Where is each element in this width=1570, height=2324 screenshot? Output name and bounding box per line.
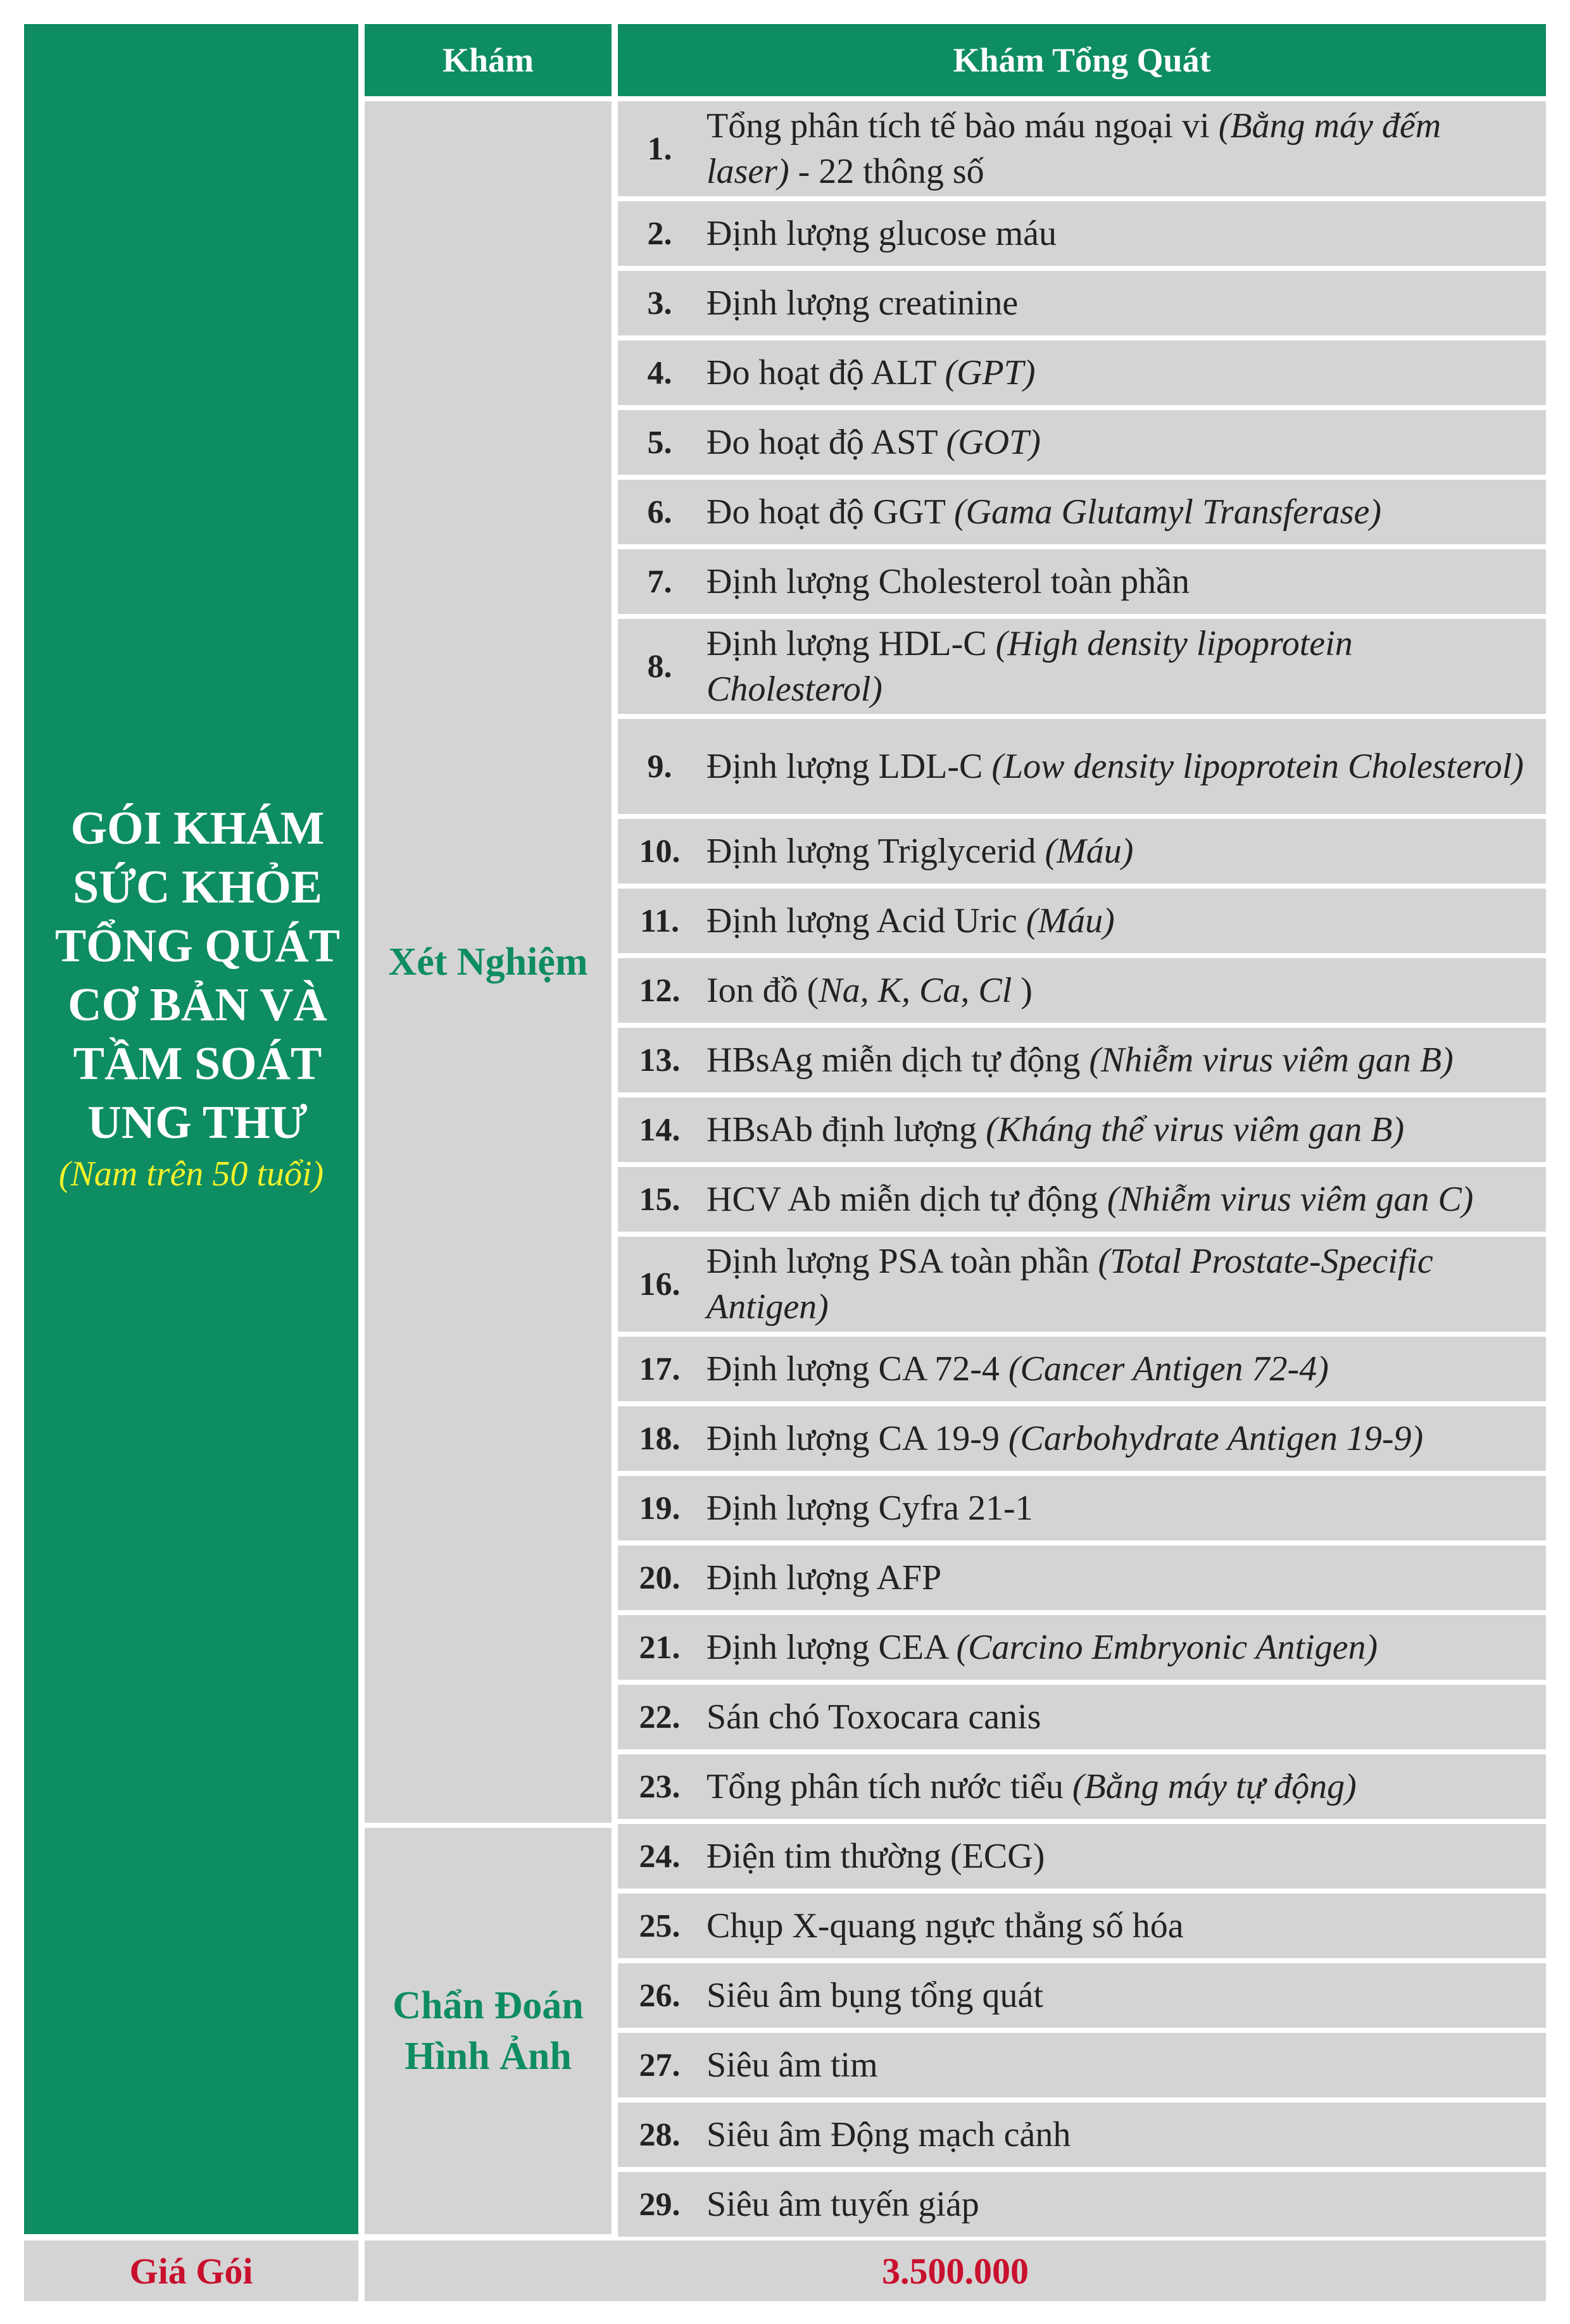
exam-item-text-wrap [706,2112,1071,2158]
exam-item-text-wrap [706,1903,1184,1949]
exam-item-note: (GOT) [946,423,1041,462]
exam-item-number: 2. [647,215,672,252]
header-tong-quat-label: Khám Tổng Quát [953,41,1211,79]
category-imaging [365,1828,612,2234]
exam-item-label: Định lượng Triglycerid [706,832,1045,871]
exam-item-number: 20. [639,1559,681,1596]
exam-item-note: (Máu) [1045,832,1134,871]
exam-item-text [706,1476,1527,1540]
exam-item-number: 3. [647,285,672,322]
exam-item-text [706,1337,1527,1401]
exam-item-note: (Carcino Embryonic Antigen) [956,1628,1378,1667]
exam-item-note: (Total Prostate-Specific Antigen) [706,1242,1433,1327]
exam-item-label: Siêu âm Động mạch cảnh [706,2115,1071,2154]
exam-item-row [618,1337,1546,1401]
exam-item-text [706,271,1527,335]
exam-item-note: (Nhiễm virus viêm gan B) [1089,1040,1454,1080]
exam-item-label: HCV Ab miễn dịch tự động [706,1180,1107,1219]
exam-item-row [618,1406,1546,1471]
exam-item-text [706,1894,1527,1958]
category-imaging-label: Chẩn Đoán Hình Ảnh [392,1984,584,2078]
exam-item-label: Định lượng CA 72-4 [706,1349,1008,1389]
exam-item-number: 14. [639,1111,681,1148]
category-lab [365,101,612,1823]
exam-item-note: (Low density lipoprotein Cholesterol) [991,747,1524,786]
exam-item-label: HBsAb định lượng [706,1110,986,1149]
exam-item-label: HBsAg miễn dịch tự động [706,1040,1090,1080]
exam-item-text-wrap [706,211,1057,256]
exam-item-number: 5. [647,424,672,461]
exam-item-number: 1. [647,130,672,167]
exam-item-text-wrap [706,1107,1404,1153]
exam-item-number: 18. [639,1420,681,1457]
exam-item-label: Đo hoạt độ AST [706,423,946,462]
exam-item-number: 26. [639,1977,681,2014]
exam-item-text [706,340,1527,405]
exam-item-number: 24. [639,1838,681,1875]
exam-item-text-wrap [706,489,1381,535]
package-subtitle: (Nam trên 50 tuổi) [58,1154,324,1194]
exam-item-text-wrap [706,559,1190,604]
exam-item-row [618,619,1546,714]
exam-item-text [706,549,1527,614]
exam-item-text [706,480,1527,544]
exam-item-text-wrap [706,968,1033,1013]
exam-item-text-wrap [706,103,1527,194]
exam-item-text [706,719,1527,814]
exam-item-text [706,410,1527,475]
exam-item-text-wrap [706,1346,1329,1392]
exam-item-text-wrap [706,1973,1043,2018]
exam-item-text [706,1754,1527,1819]
exam-item-row [618,2172,1546,2237]
exam-item-row [618,101,1546,196]
exam-item-note: (High density lipoprotein Cholesterol) [706,624,1353,709]
exam-item-label: Chụp X-quang ngực thẳng số hóa [706,1906,1184,1946]
exam-item-number: 13. [639,1042,681,1078]
exam-item-text-wrap [706,1694,1041,1740]
exam-item-note: (Nhiễm virus viêm gan C) [1107,1180,1474,1219]
exam-item-number: 8. [647,648,672,685]
exam-item-text-wrap [706,1037,1454,1083]
exam-item-label: Định lượng glucose máu [706,214,1057,253]
exam-item-label: Đo hoạt độ ALT [706,353,945,392]
exam-item-note: (Gama Glutamyl Transferase) [953,492,1382,532]
exam-item-number: 10. [639,833,681,870]
exam-item-text [706,819,1527,884]
exam-item-text [706,1406,1527,1471]
header-tong-quat [618,24,1546,96]
exam-item-text [706,2033,1527,2097]
exam-item-text [706,1824,1527,1889]
exam-item-row [618,958,1546,1023]
exam-item-text-wrap [706,828,1133,874]
exam-item-label: Định lượng Cyfra 21-1 [706,1489,1033,1528]
exam-item-text-wrap [706,280,1018,326]
price-label-cell [24,2240,358,2301]
exam-item-text [706,1685,1527,1749]
exam-item-suffix: ) [1012,971,1033,1010]
exam-item-label: Định lượng Acid Uric [706,901,1026,940]
exam-item-label: Định lượng Cholesterol toàn phần [706,562,1190,601]
exam-item-note: (Bằng máy đếm laser) [706,106,1441,191]
exam-item-number: 23. [639,1768,681,1805]
exam-item-text-wrap [706,621,1527,712]
exam-item-row [618,1824,1546,1889]
exam-item-label: Định lượng creatinine [706,284,1019,323]
exam-item-note: (Kháng thể virus viêm gan B) [986,1110,1405,1149]
exam-item-number: 9. [647,748,672,785]
exam-item-label: Tổng phân tích tế bào máu ngoại vi [706,106,1219,146]
exam-item-label: Sán chó Toxocara canis [706,1697,1041,1737]
exam-item-text-wrap [706,1834,1045,1879]
exam-item-row [618,819,1546,884]
exam-item-row [618,889,1546,953]
exam-item-text-wrap [706,2182,979,2227]
exam-item-label: Điện tim thường (ECG) [706,1837,1045,1876]
exam-item-label: Định lượng PSA toàn phần [706,1242,1098,1281]
exam-item-label: Siêu âm tuyến giáp [706,2185,979,2224]
exam-item-label: Ion đồ ( [706,971,819,1010]
exam-item-number: 12. [639,972,681,1009]
exam-item-row [618,2102,1546,2167]
exam-item-text-wrap [706,1485,1033,1531]
exam-item-text-wrap [706,1625,1378,1670]
exam-item-text-wrap [706,1239,1527,1330]
exam-item-number: 28. [639,2116,681,2153]
exam-item-row [618,1615,1546,1680]
exam-item-text-wrap [706,898,1115,944]
exam-item-text [706,101,1527,196]
category-lab-label: Xét Nghiệm [388,940,588,984]
exam-item-row [618,410,1546,475]
exam-item-text [706,1028,1527,1092]
exam-item-number: 17. [639,1351,681,1387]
exam-item-row [618,1028,1546,1092]
exam-item-text-wrap [706,744,1524,789]
exam-item-number: 4. [647,354,672,391]
exam-item-text-wrap [706,1764,1357,1809]
header-kham-label: Khám [442,41,534,79]
exam-item-row [618,1754,1546,1819]
exam-item-number: 6. [647,494,672,530]
exam-item-text [706,1167,1527,1232]
exam-item-row [618,1476,1546,1540]
price-label: Giá Gói [129,2250,253,2292]
exam-item-number: 25. [639,1908,681,1944]
exam-item-row [618,1097,1546,1162]
exam-item-text [706,1546,1527,1610]
header-kham [365,24,612,96]
exam-item-number: 16. [639,1266,681,1303]
exam-item-text [706,2172,1527,2237]
exam-item-row [618,1963,1546,2028]
exam-item-label: Định lượng LDL-C [706,747,992,786]
exam-item-note: (Cancer Antigen 72-4) [1008,1349,1329,1389]
exam-item-label: Định lượng AFP [706,1558,942,1597]
price-value-cell [365,2240,1546,2301]
exam-item-text-wrap [706,420,1041,465]
exam-item-text [706,889,1527,953]
exam-item-row [618,1167,1546,1232]
exam-item-text-wrap [706,2042,878,2088]
exam-item-number: 11. [639,903,680,939]
exam-item-row [618,549,1546,614]
price-value: 3.500.000 [882,2250,1029,2292]
exam-item-label: Siêu âm bụng tổng quát [706,1976,1043,2015]
exam-item-number: 27. [639,2047,681,2083]
exam-item-text [706,201,1527,266]
exam-item-row [618,719,1546,814]
exam-item-note: Na, K, Ca, Cl [819,971,1012,1010]
exam-item-label: Định lượng HDL-C [706,624,996,663]
exam-item-note: (GPT) [945,353,1036,392]
exam-item-row [618,1894,1546,1958]
exam-item-label: Định lượng CEA [706,1628,957,1667]
exam-item-text [706,1615,1527,1680]
exam-item-label: Siêu âm tim [706,2046,878,2085]
exam-item-number: 7. [647,563,672,600]
exam-item-label: Tổng phân tích nước tiểu [706,1767,1072,1806]
exam-item-number: 15. [639,1181,681,1218]
package-title-block [24,633,358,1361]
exam-item-row [618,1685,1546,1749]
exam-item-label: Đo hoạt độ GGT [706,492,954,532]
exam-item-note: (Carbohydrate Antigen 19-9) [1008,1419,1424,1458]
exam-item-number: 19. [639,1490,681,1527]
exam-item-row [618,2033,1546,2097]
exam-item-suffix: - 22 thông số [789,152,984,191]
exam-item-row [618,340,1546,405]
exam-item-label: Định lượng CA 19-9 [706,1419,1008,1458]
exam-item-text-wrap [706,350,1036,396]
exam-item-row [618,1237,1546,1332]
exam-item-note: (Bằng máy tự động) [1072,1767,1357,1806]
package-title: GÓI KHÁM SỨC KHỎE TỔNG QUÁT CƠ BẢN VÀ TẦM SOÁT UNG THƯ [54,803,341,1149]
exam-item-text-wrap [706,1555,941,1601]
exam-item-text [706,1237,1527,1332]
exam-item-text-wrap [706,1177,1473,1222]
exam-item-text [706,1963,1527,2028]
exam-item-text [706,1097,1527,1162]
exam-item-row [618,271,1546,335]
exam-item-row [618,480,1546,544]
exam-item-text [706,958,1527,1023]
exam-item-number: 21. [639,1629,681,1666]
exam-item-text [706,2102,1527,2167]
exam-item-row [618,1546,1546,1610]
exam-item-text-wrap [706,1416,1423,1461]
exam-item-note: (Máu) [1026,901,1115,940]
exam-item-text [706,619,1527,714]
exam-item-number: 22. [639,1699,681,1735]
exam-item-number: 29. [639,2186,681,2223]
exam-item-row [618,201,1546,266]
